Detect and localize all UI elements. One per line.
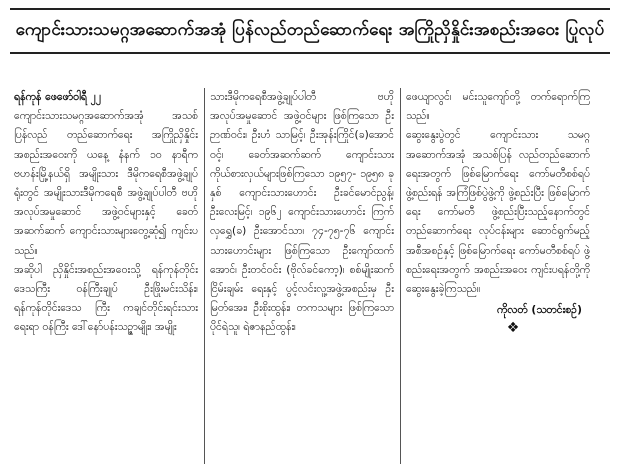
- column-divider: [400, 88, 401, 464]
- article-headline: ကျောင်းသားသမဂ္ဂအဆောက်အအုံ ပြန်လည်တည်ဆောက်ရေး အကြိုညှိနှိုင်းအစည်းအဝေး ပြုလုပ်: [10, 8, 610, 54]
- column-divider: [204, 88, 205, 464]
- paragraph: အဆိုပါ ညှိနှိုင်းအစည်းအဝေးသို့ ရန်ကုန်တိုင်းဒေသကြီး ဝန်ကြီးချုပ် ဦးဖြိုးမင်းသိန်း၊ ရန်ကုန်တိုင်းဒေသ ကြီး ကချင်တိုင်းရင်းသားရေးရာ ဝန်ကြီး ဒေါ်နော်ပန်းသဉ္ဇာမျိုး၊ အမျိုး: [14, 263, 198, 334]
- paragraph: ဆွေးနွေးပွဲတွင် ကျောင်းသား သမဂ္ဂအဆောက်အအုံ အသစ်ပြန် လည်တည်ဆောက်ရေးအတွက် ဖြစ်မြောက်ရေး ကော်မတီစစ်ရပ် ဖွဲ့စည်းရန် အကြံဖြစ်ပွဲဖွဲ့ကို ဖွဲ့စည်းပြီး ဖြစ်မြောက်ရေး ကော်မတီ ဖွဲ့စည်းပြီးသည့်နောက်တွင် တည်ဆောက်ရေး လုပ်ငန်းများ ဆောင်ရွက်မည့် အစီအစဉ်နှင့် ဖြစ်မြောက်ရေး ကော်မတီစစ်ရပ် ဖွဲ့ စည်းရေးအတွက် အစည်းအဝေး ကျင်းပရန်တို့ကို ဆွေးနွေးခဲ့ကြသည်။: [406, 129, 590, 296]
- article-column-1: [14, 88, 198, 464]
- author-credit: ကိုလတ် (သတင်းစဉ်): [497, 304, 582, 317]
- paragraph: ဖေယျာလွင်၊ မင်းသူကျော်တို့ တက်ရောက်ကြသည်။: [406, 91, 590, 123]
- dateline: ရန်ကုန် ဖေဖော်ဝါရီ ၂၂: [14, 91, 102, 103]
- article-column-2: [210, 88, 394, 464]
- paragraph: သားဒီမိုကရေစီအဖွဲ့ချုပ်ပါတီ ဗဟို အလုပ်အမှုဆောင် အဖွဲ့ဝင်များ ဖြစ်ကြသော ဦးဉာဏ်ဝင်း၊ ဦးဟံ သာမြင့်၊ ဦးအုန်းကြိုင်(ခ)အောင်ဝင့်၊ ခေတ်အဆက်ဆက် ကျောင်းသား ကိုယ်စားလှယ်များဖြစ်ကြသော ၁၉၅၇- ၁၉၅၈ ခုနှစ် ကျောင်းသားဟောင်း ဦးခင်မောင်ညွန့်၊ ဦးလေးမြင့်၊ ၁၉၆၂ ကျောင်းသားဟောင်း ကြက်လှရွှေ(ခ) ဦးအောင်သာ၊ ၇၄-၇၅-၇၆ ကျောင်း သားဟောင်းများ ဖြစ်ကြသော ဦးကျော်ထက်အောင်၊ ဦးတင်ဝင်း (ဗိုလ်ခင်ကော့)၊ စစ်မျိုးဆက်ငြိမ်းချမ်း ရေးနှင့် ပွင့်လင်းလူ့အဖွဲ့အစည်းမှ ဦးမြတ်အေး၊ ဦးစိုးထွန်း၊ တကသများ ဖြစ်ကြသော ပိုင်ရဲသူ၊ ရဲဇာနည်ထွန်း၊: [210, 91, 394, 334]
- end-ornament-icon: ❖: [506, 320, 520, 337]
- article-body: [14, 88, 610, 464]
- paragraph: ကျောင်းသားသမဂ္ဂအဆောက်အအုံ အသစ်ပြန်လည် တည်ဆောက်ရေး အကြိုညှိနှိုင်းအစည်းအဝေးကို ယနေ့ နံနက် ၁၀ နာရီက ဗဟန်းမြို့နယ်ရှိ အမျိုးသား ဒီမိုကရေစီအဖွဲ့ချုပ် ရုံးတွင် အမျိုးသားဒီမိုကရေစီ အဖွဲ့ချုပ်ပါတီ ဗဟိုအလုပ်အမှုဆောင် အဖွဲ့ဝင်များနှင့် ခေတ်အဆက်ဆက် ကျောင်းသားများတွေ့ဆုံ၍ ကျင်းပ သည်။: [14, 110, 198, 257]
- article-column-3: [406, 88, 590, 464]
